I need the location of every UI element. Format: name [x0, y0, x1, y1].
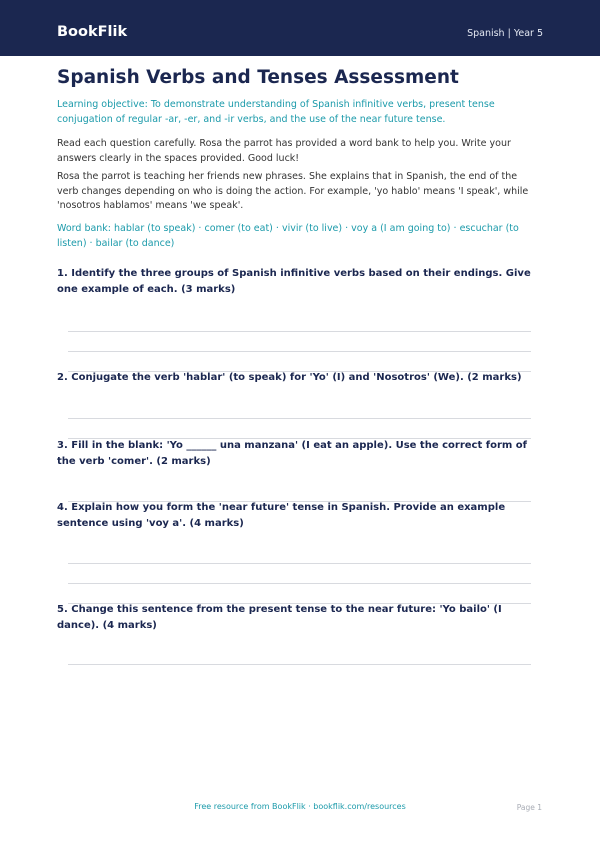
page-header: [0, 0, 600, 56]
page-title: Spanish Verbs and Tenses Assessment: [57, 67, 459, 88]
answer-line[interactable]: [68, 331, 531, 332]
footer-resource-link[interactable]: Free resource from BookFlik · bookflik.com/resources: [194, 802, 406, 811]
answer-line[interactable]: [68, 351, 531, 352]
answer-line[interactable]: [68, 603, 531, 604]
question-1: 1. Identify the three groups of Spanish infinitive verbs based on their endings. Give one example of each. (3 marks): [57, 268, 531, 295]
story-paragraph: Rosa the parrot is teaching her friends new phrases. She explains that in Spanish, the end of the verb changes depending on who is doing the action. For example, 'yo hablo' means 'I speak', while 'nosotros hablamos' means 'we speak'.: [57, 171, 529, 211]
answer-line[interactable]: [68, 438, 531, 439]
answer-line[interactable]: [68, 664, 531, 665]
answer-line[interactable]: [68, 371, 531, 372]
brand-logo-text: BookFlik: [57, 24, 128, 40]
answer-line[interactable]: [68, 418, 531, 419]
subject-year-label: Spanish | Year 5: [467, 28, 543, 39]
answer-line[interactable]: [68, 583, 531, 584]
question-2: 2. Conjugate the verb 'hablar' (to speak) for 'Yo' (I) and 'Nosotros' (We). (2 marks): [57, 372, 522, 383]
answer-line[interactable]: [68, 501, 531, 502]
page-number: Page 1: [516, 803, 542, 812]
word-bank: Word bank: hablar (to speak) · comer (to eat) · vivir (to live) · voy a (I am going to) · escuchar (to listen) · bailar (to dance): [57, 223, 519, 249]
question-3: 3. Fill in the blank: 'Yo ______ una manzana' (I eat an apple). Use the correct form of the verb 'comer'. (2 marks): [57, 440, 528, 467]
instructions-paragraph: Read each question carefully. Rosa the parrot has provided a word bank to help you. Write your answers clearly in the spaces provided. Good luck!: [57, 138, 511, 164]
learning-objective: Learning objective: To demonstrate understanding of Spanish infinitive verbs, present tense conjugation of regular -ar, -er, and -ir verbs, and the use of the near future tense.: [57, 99, 495, 125]
question-4: 4. Explain how you form the 'near future' tense in Spanish. Provide an example sentence using 'voy a'. (4 marks): [57, 502, 506, 529]
question-5: 5. Change this sentence from the present tense to the near future: 'Yo bailo' (I dance). (4 marks): [57, 604, 502, 631]
answer-line[interactable]: [68, 563, 531, 564]
